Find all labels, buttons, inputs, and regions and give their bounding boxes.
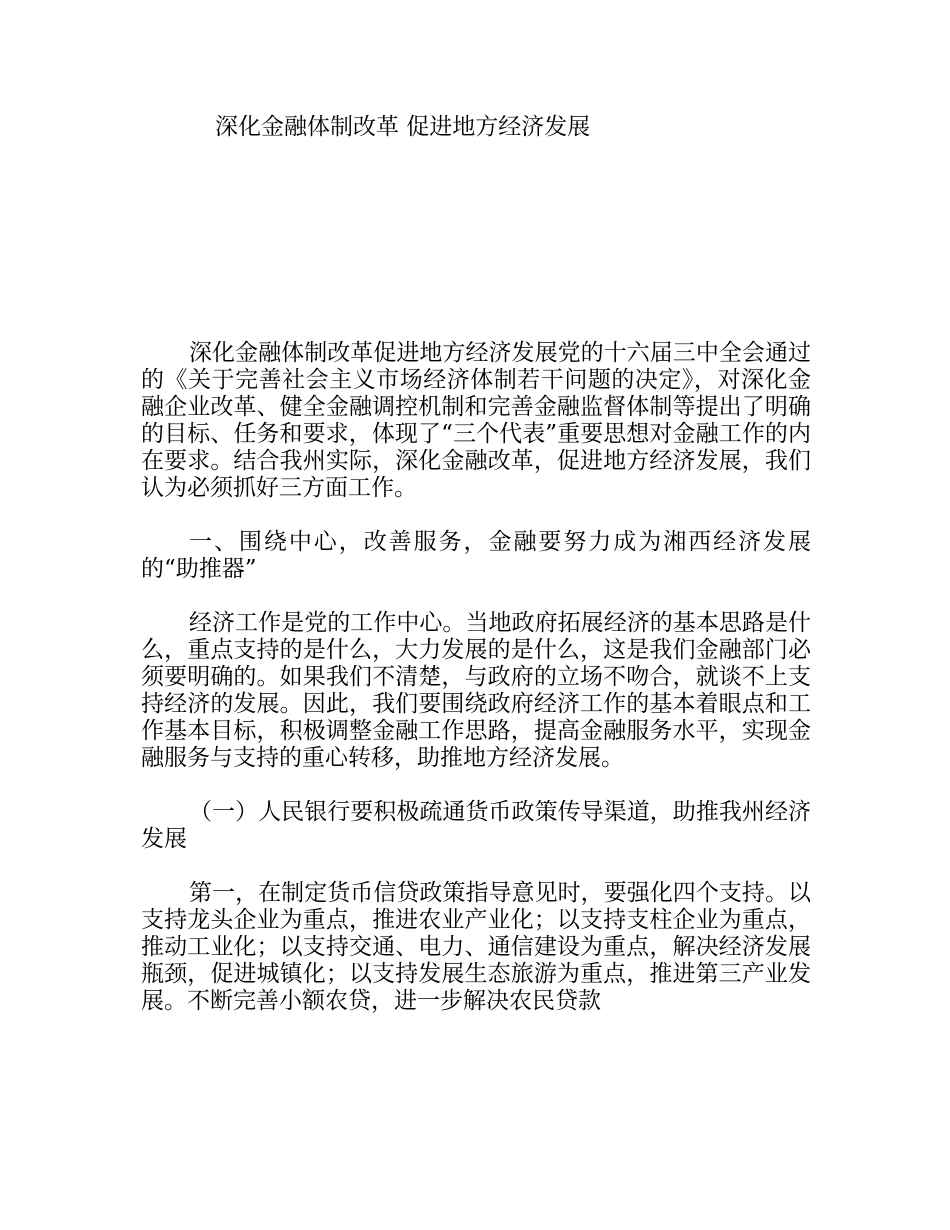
subsection-heading-1: （一）人民银行要积极疏通货币政策传导渠道，助推我州经济发展 [141,799,811,852]
paragraph-first-point: 第一，在制定货币信贷政策指导意见时，要强化四个支持。以支持龙头企业为重点，推进农业产业化；以支持支柱企业为重点，推动工业化；以支持交通、电力、通信建设为重点，解决经济发展瓶颈，促进城镇化；以支持发展生态旅游为重点，推进第三产业发展。不断完善小额农贷，进一步解决农民贷款 [141,880,811,1014]
document-body [141,340,811,1042]
document-title: 深化金融体制改革 促进地方经济发展 [215,114,591,140]
paragraph-economic-work: 经济工作是党的工作中心。当地政府拓展经济的基本思路是什么，重点支持的是什么，大力发展的是什么，这是我们金融部门必须要明确的。如果我们不清楚，与政府的立场不吻合，就谈不上支持经济的发展。因此，我们要围绕政府经济工作的基本着眼点和工作基本目标，积极调整金融工作思路，提高金融服务水平，实现金融服务与支持的重心转移，助推地方经济发展。 [141,610,811,771]
section-heading-1: 一、围绕中心，改善服务，金融要努力成为湘西经济发展的“助推器” [141,529,811,582]
paragraph-intro: 深化金融体制改革促进地方经济发展党的十六届三中全会通过的《关于完善社会主义市场经济体制若干问题的决定》，对深化金融企业改革、健全金融调控机制和完善金融监督体制等提出了明确的目标、任务和要求，体现了“三个代表”重要思想对金融工作的内在要求。结合我州实际，深化金融改革，促进地方经济发展，我们认为必须抓好三方面工作。 [141,340,811,501]
